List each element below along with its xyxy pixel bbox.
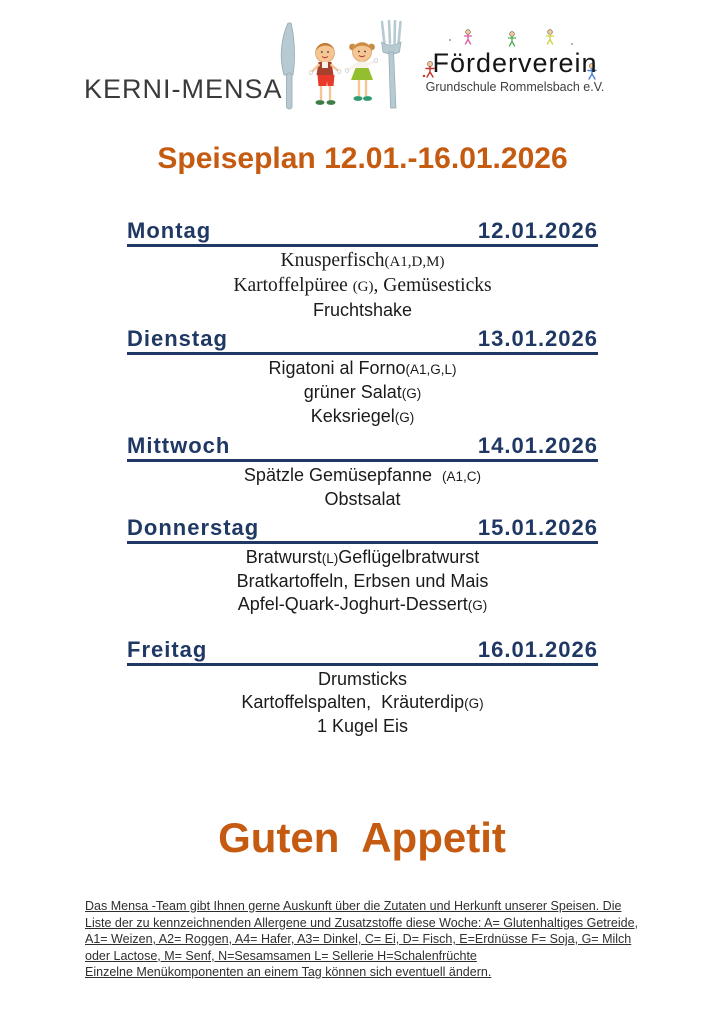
- dish-name: Apfel-Quark-Joghurt-Dessert: [237, 594, 468, 614]
- day-items: [127, 666, 598, 742]
- footer-line: Das Mensa -Team gibt Ihnen gerne Auskunft über die Zutaten und Herkunft unserer Speisen. Die: [85, 899, 622, 913]
- content-column: [127, 142, 598, 742]
- day-items: [127, 247, 598, 326]
- day-items: [127, 355, 598, 433]
- dish-name: Bratkartoffeln, Erbsen und Mais: [236, 571, 489, 591]
- day-name: Mittwoch: [127, 433, 231, 458]
- menu-item: [127, 274, 598, 299]
- day-header: [127, 326, 598, 355]
- day-name: Freitag: [127, 637, 208, 662]
- day-header: [127, 433, 598, 462]
- allergen-codes: (G): [401, 386, 422, 401]
- dish-name: Kartoffelspalten, Kräuterdip: [241, 692, 465, 712]
- dish-name: grüner Salat: [303, 382, 402, 402]
- mini-kid-green: [509, 32, 516, 46]
- allergen-codes: (G): [352, 279, 374, 295]
- allergen-codes: (A1,D,M): [384, 254, 445, 270]
- day-section: [127, 515, 598, 621]
- day-date: 13.01.2026: [477, 326, 598, 351]
- day-header: [127, 515, 598, 544]
- dish-name: Bratwurst: [245, 547, 322, 567]
- closing-message: Guten Appetit: [218, 814, 506, 861]
- dish-name: 1 Kugel Eis: [316, 716, 409, 736]
- day-header: [127, 218, 598, 247]
- menu-item: [127, 381, 598, 405]
- mini-kid-pink: [465, 30, 472, 44]
- allergen-codes: (G): [464, 696, 484, 711]
- dish-name: Geflügelbratwurst: [338, 547, 480, 567]
- footer-note: [85, 898, 641, 981]
- logo-subtitle: Grundschule Rommelsbach e.V.: [425, 80, 605, 94]
- menu-item: [127, 405, 598, 429]
- day-header: [127, 637, 598, 666]
- day-date: 16.01.2026: [477, 637, 598, 662]
- footer-line: Einzelne Menükomponenten an einem Tag können sich eventuell ändern.: [85, 965, 492, 979]
- header: [0, 0, 724, 132]
- footer-line: oder Lactose, M= Senf, N=Sesamsamen L= Sellerie H=Schalenfrüchte: [85, 948, 477, 963]
- mini-kid-yellow: [547, 30, 554, 44]
- allergen-codes: (G): [394, 410, 415, 425]
- day-name: Dienstag: [127, 326, 228, 351]
- dish-name: Spätzle Gemüsepfanne: [243, 465, 443, 485]
- day-name: Donnerstag: [127, 515, 260, 540]
- day-section: [127, 433, 598, 515]
- day-date: 12.01.2026: [477, 218, 598, 243]
- menu-item: [127, 715, 598, 738]
- menu-item: [127, 299, 598, 322]
- day-section: [127, 637, 598, 742]
- dish-name: Rigatoni al Forno: [268, 358, 406, 378]
- kids-cutlery-illustration: [266, 20, 418, 116]
- boy-figure: [309, 43, 341, 105]
- day-date: 15.01.2026: [477, 515, 598, 540]
- day-items: [127, 462, 598, 515]
- day-items: [127, 544, 598, 621]
- menu-item: [127, 546, 598, 570]
- menu-item: [127, 488, 598, 511]
- menu-item: [127, 570, 598, 593]
- dish-name: Drumsticks: [318, 669, 407, 689]
- menu-item: [127, 464, 598, 488]
- allergen-codes: (A1,G,L): [405, 362, 457, 377]
- dish-name: Fruchtshake: [312, 300, 413, 320]
- day-name: Montag: [127, 218, 212, 243]
- page-title: Speiseplan 12.01.-16.01.2026: [157, 142, 568, 175]
- allergen-codes: (G): [467, 598, 488, 613]
- day-section: [127, 218, 598, 326]
- menu-item: [127, 668, 598, 691]
- dish-name: Knusperfisch: [280, 250, 385, 271]
- menu-item: [127, 357, 598, 381]
- fork-icon: [382, 21, 402, 108]
- menu-item: [127, 691, 598, 715]
- day-section: [127, 326, 598, 433]
- dish-name: , Gemüsesticks: [373, 275, 492, 296]
- knife-icon: [281, 23, 294, 109]
- dish-name: Kartoffelpüree: [233, 275, 353, 296]
- girl-figure: [345, 43, 378, 101]
- footer-line: A1= Weizen, A2= Roggen, A4= Hafer, A3= Dinkel, C= Ei, D= Fisch, E=Erdnüsse F= Soja, G= Milch: [85, 932, 632, 946]
- allergen-codes: (A1,C): [442, 469, 482, 484]
- allergen-codes: (L): [321, 551, 339, 566]
- footer-line: Liste der zu kennzeichnenden Allergene und Zusatzstoffe diese Woche: A= Glutenhaltiges Getreide,: [85, 915, 639, 930]
- day-date: 14.01.2026: [477, 433, 598, 458]
- menu-item: [127, 249, 598, 274]
- logo-title: Förderverein: [432, 48, 598, 78]
- menu-list: [127, 218, 598, 742]
- kids-cutlery-svg: [266, 20, 418, 116]
- brand-title: KERNI-MENSA: [84, 74, 283, 104]
- dish-name: Keksriegel: [310, 406, 395, 426]
- foerderverein-logo: [420, 28, 610, 94]
- dish-name: Obstsalat: [324, 489, 401, 509]
- menu-item: [127, 593, 598, 617]
